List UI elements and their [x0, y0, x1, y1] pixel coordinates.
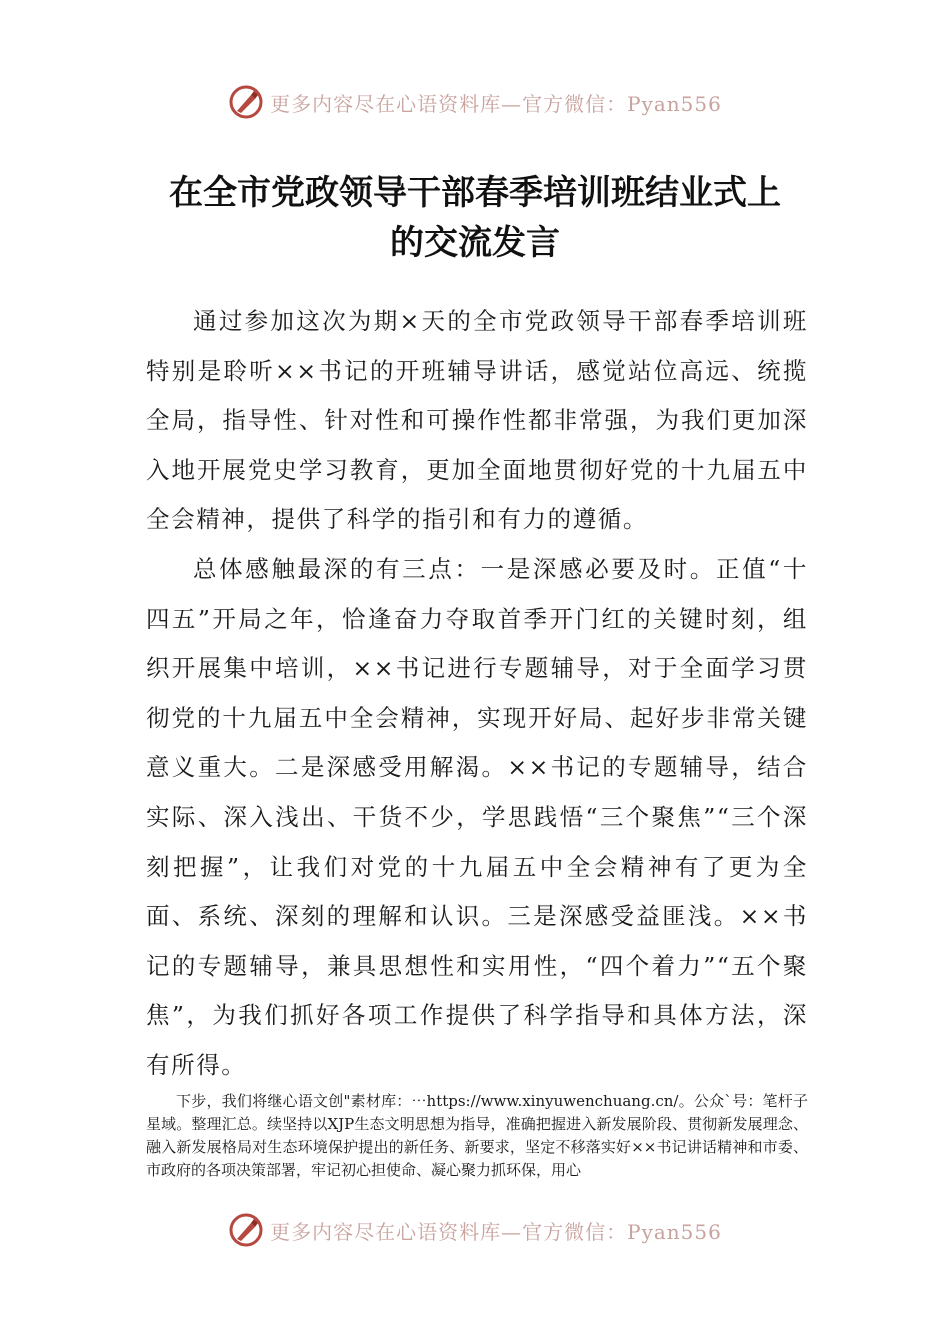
pen-logo-icon — [228, 1212, 264, 1248]
footer-watermark — [0, 1208, 950, 1252]
title-line-2: 的交流发言 — [390, 223, 560, 263]
header-watermark — [0, 80, 950, 124]
pen-logo-icon — [228, 84, 264, 120]
small-paragraph: 下步，我们将继心语文创"素材库：⋯https://www.xinyuwenchuang.cn/。公众`号：笔杆子星域。整理汇总。续坚持以XJP生态文明思想为指导，准确把握进入新发展阶段、贯彻新发展理念、融入新发展格局对生态环境保护提出的新任务、新要求，坚定不移落实好××书记讲话精神和市委、市政府的各项决策部署，牢记初心担使命、凝心聚力抓环保，用心 — [146, 1092, 808, 1179]
title-line-1: 在全市党政领导干部春季培训班结业式上 — [169, 173, 781, 213]
watermark-text: 更多内容尽在心语资料库—官方微信：Pyan556 — [270, 91, 722, 116]
page-title — [100, 168, 850, 268]
body-text — [146, 297, 808, 1091]
paragraph-1: 通过参加这次为期×天的全市党政领导干部春季培训班特别是聆听××书记的开班辅导讲话，感觉站位高远、统揽全局，指导性、针对性和可操作性都非常强，为我们更加深入地开展党史学习教育，更加全面地贯彻好党的十九届五中全会精神，提供了科学的指引和有力的遵循。 — [146, 307, 808, 534]
paragraph-2: 总体感触最深的有三点：一是深感必要及时。正值“十四五”开局之年，恰逢奋力夺取首季开门红的关键时刻，组织开展集中培训，××书记进行专题辅导，对于全面学习贯彻党的十九届五中全会精神，实现开好局、起好步非常关键意义重大。二是深感受用解渴。××书记的专题辅导，结合实际、深入浅出、干货不少，学思践悟“三个聚焦”“三个深刻把握”，让我们对党的十九届五中全会精神有了更为全面、系统、深刻的理解和认识。三是深感受益匪浅。××书记的专题辅导，兼具思想性和实用性，“四个着力”“五个聚焦”，为我们抓好各项工作提供了科学指导和具体方法，深有所得。 — [146, 554, 808, 1079]
watermark-text: 更多内容尽在心语资料库—官方微信：Pyan556 — [270, 1219, 722, 1244]
